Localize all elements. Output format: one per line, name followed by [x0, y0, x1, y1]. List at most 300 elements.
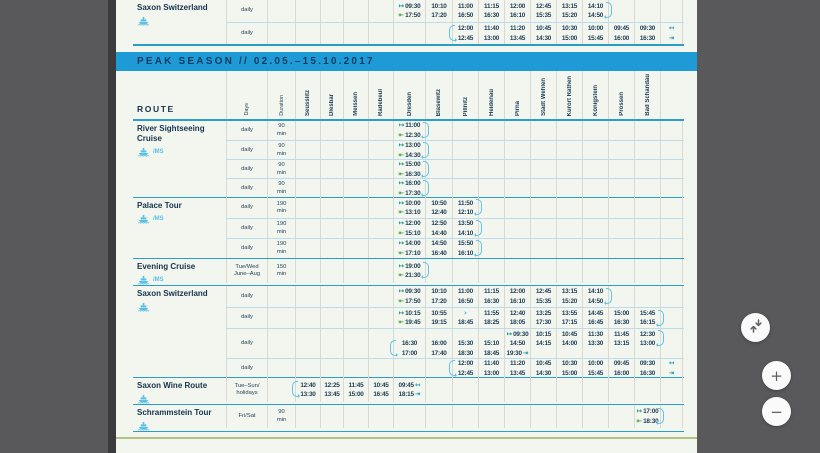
- route-section: [133, 0, 684, 44]
- time-value: 13:15: [561, 2, 578, 10]
- station-cell-hei: [478, 179, 504, 198]
- station-cell-kur: [556, 121, 582, 140]
- time-value: 17:10: [405, 249, 421, 257]
- ret-arrow-icon: ⇤: [398, 11, 405, 20]
- ship-icon: [137, 394, 150, 404]
- endR-arrow-icon: ⇥: [668, 33, 675, 42]
- station-cell-end: [660, 0, 683, 22]
- schedule-row: [226, 378, 684, 402]
- dep-arrow-icon: ↦: [398, 1, 405, 10]
- dep-arrow-icon: ↦: [398, 239, 405, 248]
- section-rows: [226, 198, 684, 258]
- station-cell-pil: [452, 219, 478, 238]
- station-cell-seu: [295, 378, 320, 402]
- time-value: 19:15: [431, 319, 447, 327]
- time-value: 12:45: [535, 288, 552, 296]
- days-cell: Tue–Sun/ holidays: [226, 378, 267, 402]
- route-name: Saxon Wine Route: [137, 381, 208, 390]
- duration-cell: 90 min: [267, 160, 295, 179]
- route-cell: [133, 286, 226, 377]
- time-value: 12:25: [324, 381, 340, 389]
- time-value: 15:00: [561, 369, 578, 377]
- station-cell-koe: [582, 121, 608, 140]
- station-cell-die: [320, 23, 343, 44]
- time-value: 18:45: [457, 319, 474, 327]
- station-cell-kur: [556, 0, 582, 22]
- route-section: [133, 286, 684, 378]
- ship-icon: [137, 16, 150, 26]
- dep-arrow-icon: ↦: [398, 179, 405, 188]
- station-cell-pro: [608, 259, 634, 283]
- station-cell-bad: [634, 286, 660, 307]
- station-cell-kur: [556, 378, 582, 402]
- route-cell: [133, 198, 226, 258]
- dep-arrow-icon: ↦: [398, 261, 405, 270]
- time-value: 13:00: [483, 34, 500, 42]
- station-cell-die: [320, 286, 343, 307]
- time-value: 12:00: [457, 360, 474, 368]
- station-cell-koe: [582, 160, 608, 179]
- section-rows: [226, 405, 684, 431]
- route-name: Saxon Switzerland: [137, 3, 208, 12]
- station-cell-bad: [634, 359, 660, 378]
- time-value: 10:30: [561, 25, 578, 33]
- station-cell-bad: [634, 141, 660, 160]
- time-value: 14:50: [509, 340, 526, 347]
- station-cell-pro: [608, 286, 634, 307]
- time-value: 12:50: [431, 220, 447, 228]
- station-cell-bla: [425, 286, 452, 307]
- column-header-15: Bad Schandau: [634, 71, 660, 119]
- station-cell-koe: [582, 219, 608, 238]
- schedule-row: [226, 0, 684, 22]
- time-value: 12:45: [535, 2, 552, 10]
- station-cell-kur: [556, 160, 582, 179]
- time-value: 11:00: [458, 288, 473, 296]
- duration-cell: [267, 286, 295, 307]
- season-title: PEAK SEASON // 02.05.–15.10.2017: [137, 56, 375, 67]
- time-value: 16:30: [613, 319, 630, 327]
- days-cell: daily: [226, 219, 267, 238]
- station-cell-end: [660, 378, 683, 402]
- station-cell-hei: [478, 359, 504, 378]
- station-cell-rad: [368, 23, 393, 44]
- time-value: 14:00: [405, 240, 421, 248]
- station-cell-bad: [634, 198, 660, 218]
- time-value: 18:45: [483, 349, 500, 357]
- time-value: 12:45: [457, 369, 474, 377]
- station-cell-hei: [478, 378, 504, 402]
- station-cell-koe: [582, 308, 608, 328]
- time-value: 17:50: [405, 297, 421, 305]
- station-cell-end: [660, 359, 683, 378]
- station-cell-kur: [556, 329, 582, 358]
- time-value: 12:00: [509, 2, 526, 10]
- time-value: 12:00: [457, 25, 474, 33]
- time-value: 15:35: [535, 297, 552, 305]
- time-value: 16:50: [457, 12, 474, 20]
- time-value: 12:00: [405, 220, 421, 228]
- station-cell-koe: [582, 23, 608, 44]
- time-value: 10:15: [405, 309, 421, 317]
- time-value: 13:30: [587, 340, 604, 347]
- station-cell-bla: [425, 141, 452, 160]
- station-cell-koe: [582, 286, 608, 307]
- station-cell-pro: [608, 0, 634, 22]
- station-cell-pir: [504, 219, 530, 238]
- days-cell: daily: [226, 198, 267, 218]
- station-cell-stw: [530, 179, 556, 198]
- column-header-13: Königstein: [582, 71, 608, 119]
- schedule-row: [226, 22, 684, 44]
- station-cell-pil: [452, 259, 478, 283]
- route-cell: [133, 0, 226, 44]
- station-cell-end: [660, 179, 683, 198]
- station-cell-kur: [556, 23, 582, 44]
- station-cell-kur: [556, 359, 582, 378]
- endL-arrow-icon: ↤: [668, 359, 675, 368]
- station-cell-bla: [425, 359, 452, 378]
- schedule-row: [226, 286, 684, 307]
- station-cell-dre: [393, 405, 425, 428]
- station-cell-bad: [634, 239, 660, 258]
- schedule-row: [226, 238, 684, 258]
- station-cell-stw: [530, 239, 556, 258]
- time-value: 11:00: [405, 122, 421, 130]
- column-header-8: Pillnitz: [452, 71, 478, 119]
- station-cell-end: [660, 329, 683, 358]
- route-cell: [133, 378, 226, 404]
- station-cell-end: [660, 405, 683, 428]
- station-cell-kur: [556, 141, 582, 160]
- station-cell-pil: [452, 308, 478, 328]
- time-value: 10:45: [535, 360, 552, 368]
- collapse-arrows-icon: [747, 317, 765, 339]
- time-value: 15:00: [405, 161, 421, 169]
- zoom-out-button[interactable]: [762, 397, 791, 426]
- station-cell-bad: [634, 219, 660, 238]
- station-cell-pir: [504, 329, 530, 358]
- station-cell-stw: [530, 160, 556, 179]
- station-cell-hei: [478, 141, 504, 160]
- station-cell-hei: [478, 329, 504, 358]
- station-cell-mei: [343, 359, 368, 378]
- time-value: 14:50: [587, 297, 604, 305]
- station-cell-die: [320, 405, 343, 428]
- time-value: 16:10: [457, 249, 474, 257]
- station-cell-rad: [368, 329, 393, 358]
- time-value: 14:10: [587, 2, 604, 10]
- time-value: 10:00: [405, 199, 421, 207]
- station-cell-rad: [368, 219, 393, 238]
- ret-arrow-icon: ⇤: [398, 188, 405, 197]
- duration-cell: 190 min: [267, 239, 295, 258]
- fit-screen-button[interactable]: [741, 313, 770, 342]
- station-cell-bad: [634, 378, 660, 402]
- time-value: 10:50: [431, 199, 447, 207]
- station-cell-seu: [295, 329, 320, 358]
- ms-label: /MS: [153, 149, 164, 155]
- time-value: 13:00: [483, 369, 500, 377]
- previous-season-table: [133, 0, 684, 46]
- time-value: 11:40: [484, 25, 499, 33]
- days-cell: daily: [226, 160, 267, 179]
- station-cell-seu: [295, 405, 320, 428]
- station-cell-hei: [478, 286, 504, 307]
- station-cell-die: [320, 329, 343, 358]
- time-value: 11:45: [614, 330, 629, 338]
- station-cell-mei: [343, 259, 368, 283]
- time-value: 15:10: [483, 340, 500, 347]
- section-rows: [226, 286, 684, 377]
- station-cell-hei: [478, 405, 504, 428]
- time-value: 13:30: [300, 391, 316, 399]
- station-cell-pir: [504, 160, 530, 179]
- route-icons: [137, 147, 224, 157]
- station-cell-mei: [343, 239, 368, 258]
- station-cell-bla: [425, 0, 452, 22]
- station-cell-pro: [608, 359, 634, 378]
- station-cell-pil: [452, 405, 478, 428]
- station-cell-end: [660, 259, 683, 283]
- time-value: 16:00: [405, 180, 421, 188]
- duration-cell: [267, 359, 295, 378]
- column-header-7: Blasewitz: [425, 71, 452, 119]
- dep-arrow-icon: ↦: [398, 160, 405, 169]
- station-cell-pil: [452, 121, 478, 140]
- endR-arrow-icon: ⇥: [522, 348, 529, 357]
- station-cell-rad: [368, 359, 393, 378]
- station-cell-pro: [608, 378, 634, 402]
- station-cell-bla: [425, 198, 452, 218]
- time-value: 16:30: [483, 297, 500, 305]
- ms-label: /MS: [153, 216, 164, 222]
- route-section: [133, 378, 684, 405]
- station-cell-kur: [556, 239, 582, 258]
- station-cell-mei: [343, 405, 368, 428]
- schedule-row: [226, 328, 684, 358]
- time-value: 14:00: [561, 340, 578, 347]
- plus-icon: +: [770, 366, 783, 385]
- schedule-row: [226, 259, 684, 283]
- time-value: 14:45: [587, 309, 604, 317]
- station-cell-stw: [530, 259, 556, 283]
- route-icons: [137, 302, 224, 312]
- duration-cell: [267, 329, 295, 358]
- station-cell-seu: [295, 239, 320, 258]
- station-cell-stw: [530, 141, 556, 160]
- days-cell: daily: [226, 308, 267, 328]
- endR-arrow-icon: ⇥: [414, 390, 421, 399]
- section-rows: [226, 259, 684, 285]
- station-cell-dre: [393, 198, 425, 218]
- endL-arrow-icon: ↤: [668, 24, 675, 33]
- station-cell-pro: [608, 239, 634, 258]
- station-cell-dre: [393, 259, 425, 283]
- station-cell-bad: [634, 121, 660, 140]
- station-cell-die: [320, 0, 343, 22]
- time-value: 12:30: [405, 131, 421, 139]
- station-cell-bla: [425, 121, 452, 140]
- station-cell-pil: [452, 239, 478, 258]
- route-section: [133, 121, 684, 198]
- station-cell-stw: [530, 198, 556, 218]
- pass-arrow-icon: ›: [464, 308, 467, 317]
- route-cell: [133, 405, 226, 431]
- time-value: 13:45: [509, 369, 526, 377]
- route-name: Saxon Switzerland: [137, 289, 208, 298]
- time-value: 14:15: [535, 340, 552, 347]
- time-value: 13:00: [639, 340, 656, 347]
- route-icons: [137, 16, 224, 26]
- station-cell-mei: [343, 286, 368, 307]
- station-cell-pil: [452, 23, 478, 44]
- time-value: 13:45: [509, 34, 526, 42]
- station-cell-pil: [452, 160, 478, 179]
- station-cell-stw: [530, 308, 556, 328]
- station-cell-kur: [556, 259, 582, 283]
- ret-arrow-icon: ⇤: [398, 169, 405, 178]
- time-value: 13:15: [613, 340, 630, 347]
- time-value: 09:30: [405, 288, 421, 296]
- station-cell-bad: [634, 405, 660, 428]
- station-cell-bla: [425, 329, 452, 358]
- time-value: 16:00: [613, 369, 630, 377]
- time-value: 16:00: [613, 34, 630, 42]
- time-value: 11:45: [348, 381, 364, 389]
- time-value: 15:00: [348, 391, 364, 399]
- station-cell-bla: [425, 239, 452, 258]
- station-cell-pro: [608, 160, 634, 179]
- time-value: 17:20: [431, 12, 447, 20]
- time-value: 11:20: [510, 360, 525, 368]
- station-cell-dre: [393, 308, 425, 328]
- station-cell-die: [320, 160, 343, 179]
- ship-icon: [137, 302, 150, 312]
- time-value: 14:50: [587, 12, 604, 20]
- station-cell-pir: [504, 198, 530, 218]
- station-cell-koe: [582, 198, 608, 218]
- station-cell-end: [660, 198, 683, 218]
- time-value: 18:30: [643, 417, 659, 425]
- station-cell-bla: [425, 405, 452, 428]
- station-cell-stw: [530, 405, 556, 428]
- time-value: 12:10: [457, 209, 474, 217]
- schedule-row: [226, 307, 684, 328]
- station-cell-rad: [368, 286, 393, 307]
- column-header-10: Pirna: [504, 71, 530, 119]
- station-cell-dre: [393, 179, 425, 198]
- time-value: 15:20: [561, 297, 578, 305]
- station-cell-seu: [295, 308, 320, 328]
- duration-cell: 150 min: [267, 259, 295, 283]
- station-cell-rad: [368, 160, 393, 179]
- time-value: 17:30: [535, 319, 552, 327]
- time-value: 17:30: [405, 189, 421, 197]
- station-cell-stw: [530, 0, 556, 22]
- time-value: 10:30: [561, 360, 578, 368]
- duration-cell: 90 min: [267, 141, 295, 160]
- time-value: 17:00: [643, 408, 659, 416]
- station-cell-hei: [478, 308, 504, 328]
- page-footer-strip: [116, 437, 697, 453]
- days-cell: daily: [226, 239, 267, 258]
- station-cell-kur: [556, 286, 582, 307]
- station-cell-die: [320, 259, 343, 283]
- station-cell-pro: [608, 121, 634, 140]
- station-cell-koe: [582, 329, 608, 358]
- time-value: 15:20: [561, 12, 578, 20]
- schedule-row: [226, 159, 684, 178]
- endL-arrow-icon: ↤: [414, 380, 421, 389]
- route-name: River Sightseeing Cruise: [137, 124, 205, 143]
- station-cell-rad: [368, 121, 393, 140]
- station-cell-pir: [504, 359, 530, 378]
- station-cell-stw: [530, 329, 556, 358]
- time-value: 15:35: [535, 12, 552, 20]
- time-value: 13:55: [561, 309, 578, 317]
- days-cell: daily: [226, 286, 267, 307]
- station-cell-mei: [343, 198, 368, 218]
- station-cell-seu: [295, 198, 320, 218]
- station-cell-stw: [530, 286, 556, 307]
- station-cell-end: [660, 160, 683, 179]
- time-value: 09:45: [398, 381, 414, 389]
- station-cell-kur: [556, 198, 582, 218]
- time-value: 14:10: [457, 229, 474, 237]
- time-value: 19:30: [506, 349, 522, 357]
- section-rows: [226, 0, 684, 44]
- route-name: Palace Tour: [137, 201, 182, 210]
- station-cell-seu: [295, 0, 320, 22]
- dep-arrow-icon: ↦: [506, 329, 513, 338]
- column-header-14: Prossen: [608, 71, 634, 119]
- station-cell-pil: [452, 329, 478, 358]
- time-value: 09:45: [613, 25, 630, 33]
- station-cell-hei: [478, 259, 504, 283]
- station-cell-bad: [634, 308, 660, 328]
- station-cell-pil: [452, 359, 478, 378]
- time-value: 19:45: [405, 319, 421, 327]
- station-cell-mei: [343, 378, 368, 402]
- time-value: 18:25: [483, 319, 500, 327]
- time-value: 16:40: [431, 249, 447, 257]
- station-cell-pir: [504, 405, 530, 428]
- station-cell-pir: [504, 239, 530, 258]
- section-rows: [226, 121, 684, 197]
- schedule-row: [226, 121, 684, 140]
- station-cell-bad: [634, 23, 660, 44]
- dep-arrow-icon: ↦: [398, 198, 405, 207]
- days-cell: Tue/Wed June–Aug: [226, 259, 267, 283]
- time-value: 18:05: [509, 319, 526, 327]
- station-cell-hei: [478, 219, 504, 238]
- duration-cell: 190 min: [267, 219, 295, 238]
- station-cell-die: [320, 308, 343, 328]
- column-header-6: Dresden: [393, 71, 425, 119]
- station-cell-pro: [608, 141, 634, 160]
- station-cell-seu: [295, 259, 320, 283]
- days-cell: daily: [226, 329, 267, 358]
- ret-arrow-icon: ⇤: [398, 248, 405, 257]
- station-cell-pro: [608, 198, 634, 218]
- column-header-5: Radebeul: [368, 71, 393, 119]
- column-header-9: Heidenau: [478, 71, 504, 119]
- time-value: 11:15: [484, 288, 499, 296]
- days-cell: daily: [226, 23, 267, 44]
- zoom-in-button[interactable]: [762, 361, 791, 390]
- days-cell: daily: [226, 121, 267, 140]
